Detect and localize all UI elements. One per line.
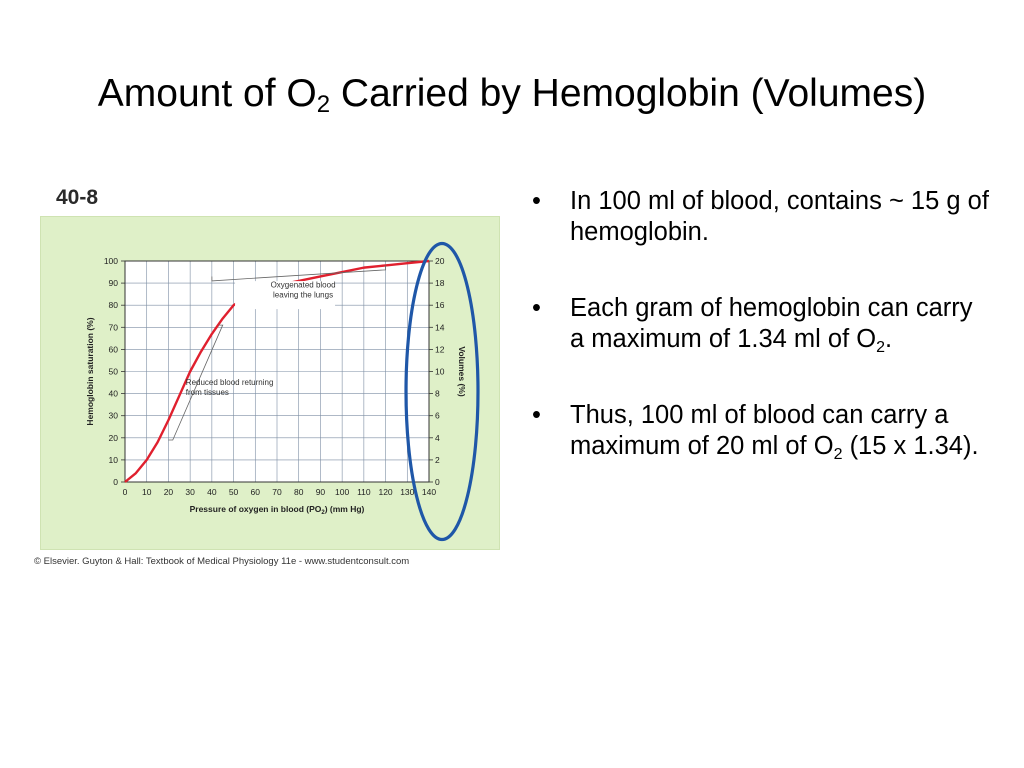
y-tick-label: 0 [113,477,118,487]
annotation-reduced: from tissues [185,387,229,397]
x-tick-label: 10 [141,487,152,497]
y2-tick-label: 6 [435,410,440,421]
figure-panel [30,180,500,580]
bullet-dot: • [532,187,541,215]
x-tick-label: 100 [335,487,350,497]
title-rest: Carried by Hemoglobin (Volumes) [330,72,927,115]
title-subscript: 2 [316,91,331,118]
annotation-oxygenated: Oxygenated blood [270,280,336,290]
x-tick-label: 110 [357,487,371,497]
y-tick-label: 30 [108,410,118,421]
bullet-text: In 100 ml of blood, contains ~ 15 g of hemoglobin. [570,187,989,246]
figure-credit: © Elsevier. Guyton & Hall: Textbook of Medical Physiology 11e - www.studentconsult.com [34,556,410,567]
x-axis-label-subscript: 2 [321,510,325,516]
y2-tick-label: 10 [435,366,445,377]
x-tick-label: 60 [250,487,261,497]
y2-tick-label: 16 [435,300,445,311]
bullet-text: Each gram of hemoglobin can carry a maximum of 1.34 ml of O [570,294,973,353]
y2-tick-label: 0 [435,477,440,487]
bullet-item [530,293,990,354]
y2-tick-label: 2 [435,454,440,465]
bullet-dot: • [532,401,541,430]
x-tick-label: 140 [421,487,437,497]
annotation-oxygenated: leaving the lungs [273,290,334,300]
title-main: Amount of O [97,72,317,115]
y-tick-label: 90 [108,278,118,289]
bullet-item [530,400,990,461]
y-tick-label: 80 [108,300,118,311]
x-tick-label: 130 [400,487,415,497]
x-axis-label-part: ) (mm Hg) [324,504,365,514]
y2-axis-label: Volumes (%) [457,346,467,397]
y-tick-label: 50 [108,366,118,377]
y2-tick-label: 4 [435,432,440,443]
slide-title [0,72,1024,116]
x-tick-label: 120 [378,487,393,497]
bullet-item [530,186,990,247]
bullet-text: . [885,324,893,353]
y-tick-label: 40 [108,388,118,399]
x-tick-label: 20 [163,487,174,497]
bullet-text: (15 x 1.34). [842,431,979,460]
annotation-reduced: Reduced blood returning [185,377,274,387]
y2-tick-label: 14 [435,322,445,333]
x-tick-label: 0 [122,487,128,497]
y2-tick-label: 12 [435,344,445,355]
x-axis-label-part: Pressure of oxygen in blood (PO [189,504,322,514]
x-tick-label: 40 [207,487,217,497]
y-tick-label: 70 [108,322,118,333]
y-tick-label: 60 [108,344,118,355]
bullet-text: Thus, 100 ml of blood can carry a maximum of 20 ml of O [570,401,949,460]
oxygen-dissociation-chart [41,217,499,549]
x-tick-label: 50 [228,487,239,497]
x-tick-label: 80 [293,487,304,497]
bullet-list [530,186,990,508]
y-axis-label: Hemoglobin saturation (%) [85,317,95,426]
x-tick-label: 30 [185,487,195,497]
figure-number: 40-8 [56,186,99,209]
x-tick-label: 70 [272,487,282,497]
x-tick-label: 90 [315,487,326,497]
bullet-dot: • [532,294,541,323]
bullet-subscript: 2 [833,445,843,463]
y-tick-label: 20 [108,432,118,443]
x-axis-label [190,504,365,516]
y2-tick-label: 20 [435,256,445,266]
bullet-subscript: 2 [876,338,886,356]
chart-frame [40,216,500,550]
y2-tick-label: 8 [435,388,440,399]
y-tick-label: 10 [108,454,118,465]
y2-tick-label: 18 [435,278,445,289]
y-tick-label: 100 [103,256,118,266]
